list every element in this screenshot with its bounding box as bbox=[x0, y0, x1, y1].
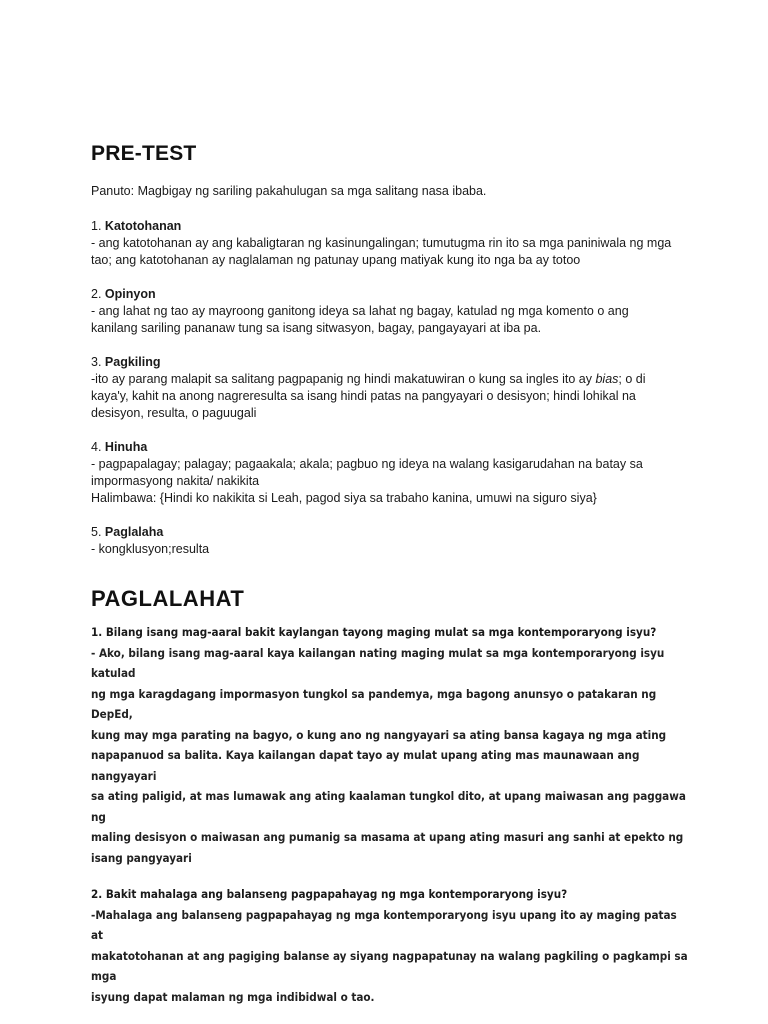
definition-line: desisyon, resulta, o paguugali bbox=[91, 406, 257, 420]
term-item-3 bbox=[91, 354, 691, 422]
term-heading: 1. Katotohanan bbox=[91, 219, 182, 233]
term-name: Pagkiling bbox=[104, 355, 161, 369]
answer-text: -Mahalaga ang balanseng pagpapahayag ng mga kontemporaryong isyu upang ito ay maging patas at makatotohanan at ang pagiging balanse ay siyang nagpapatunay na walang pagkiling o pagkampi sa mga isyung dapat malaman ng mga indibidwal o tao. bbox=[91, 907, 688, 1004]
example-line: Halimbawa: {Hindi ko nakikita si Leah, pagod siya sa trabaho kanina, umuwi na siguro siya} bbox=[91, 491, 597, 505]
pre-test-items bbox=[91, 218, 691, 558]
term-item-4 bbox=[91, 439, 691, 507]
term-heading: 3. Pagkiling bbox=[91, 355, 161, 369]
answer-text: - Ako, bilang isang mag-aaral kaya kailangan nating maging mulat sa mga kontemporaryong isyu katulad ng mga karagdagang impormasyon tungkol sa pandemya, mga bagong anunsyo o patakaran ng DepEd, kung may mga parating na bagyo, o kung ano ng nangyayari sa ating bansa kagaya ng mga ating napapanuod sa balita. Kaya kailangan dapat tayo ay mulat upang ating mas maunawaan ang nangyayari sa ating paligid, at mas lumawak ang ating kaalaman tungkol dito, at upang maiwasan ang paggawa ng maling desisyon o maiwasan ang pumanig sa masama at upang ating masuri ang sanhi at epekto ng isang pangyayari bbox=[91, 645, 686, 865]
question-text: 2. Bakit mahalaga ang balanseng pagpapahayag ng mga kontemporaryong isyu? bbox=[91, 887, 568, 901]
definition-line: - kongklusyon;resulta bbox=[91, 542, 210, 556]
document-content bbox=[91, 142, 691, 1023]
term-heading: 2. Opinyon bbox=[91, 287, 156, 301]
definition-line: - ang lahat ng tao ay mayroong ganitong ideya sa lahat ng bagay, katulad ng mga komento o ang bbox=[91, 304, 629, 318]
term-name: Paglalaha bbox=[104, 525, 164, 539]
paglalahat-title: PAGLALAHAT bbox=[91, 586, 245, 611]
definition-line: kaya'y, kahit na anong nagreresulta sa isang hindi patas na pangyayari o desisyon; hindi lohikal na bbox=[91, 389, 636, 403]
definition-line: impormasyong nakita/ nakikita bbox=[91, 474, 260, 488]
term-item-2 bbox=[91, 286, 691, 337]
paglalahat-questions bbox=[91, 622, 691, 1007]
term-name: Hinuha bbox=[104, 440, 148, 454]
question-block-2 bbox=[91, 884, 691, 1007]
term-item-1 bbox=[91, 218, 691, 269]
term-heading: 4. Hinuha bbox=[91, 440, 148, 454]
italic-word: bias bbox=[595, 372, 619, 386]
term-heading: 5. Paglalaha bbox=[91, 525, 164, 539]
definition-line: -ito ay parang malapit sa salitang pagpapanig ng hindi makatuwiran o kung sa ingles ito ay bias; o di bbox=[91, 372, 646, 386]
definition-line: tao; ang katotohanan ay naglalaman ng patunay upang matiyak kung ito nga ba ay totoo bbox=[91, 253, 581, 267]
question-text: 1. Bilang isang mag-aaral bakit kaylangan tayong maging mulat sa mga kontemporaryong isyu? bbox=[91, 625, 657, 639]
pre-test-title: PRE-TEST bbox=[91, 142, 197, 165]
term-name: Opinyon bbox=[104, 287, 156, 301]
definition-line: kanilang sariling pananaw tung sa isang sitwasyon, bagay, pangayayari at iba pa. bbox=[91, 321, 542, 335]
definition-line: - ang katotohanan ay ang kabaligtaran ng kasinungalingan; tumutugma rin ito sa mga paniniwala ng mga bbox=[91, 236, 672, 250]
term-item-5 bbox=[91, 524, 691, 558]
question-block-1 bbox=[91, 622, 691, 868]
term-name: Katotohanan bbox=[104, 219, 182, 233]
pre-test-instruction: Panuto: Magbigay ng sariling pakahulugan sa mga salitang nasa ibaba. bbox=[91, 184, 487, 198]
definition-line: - pagpapalagay; palagay; pagaakala; akala; pagbuo ng ideya na walang kasigarudahan na batay sa bbox=[91, 457, 643, 471]
